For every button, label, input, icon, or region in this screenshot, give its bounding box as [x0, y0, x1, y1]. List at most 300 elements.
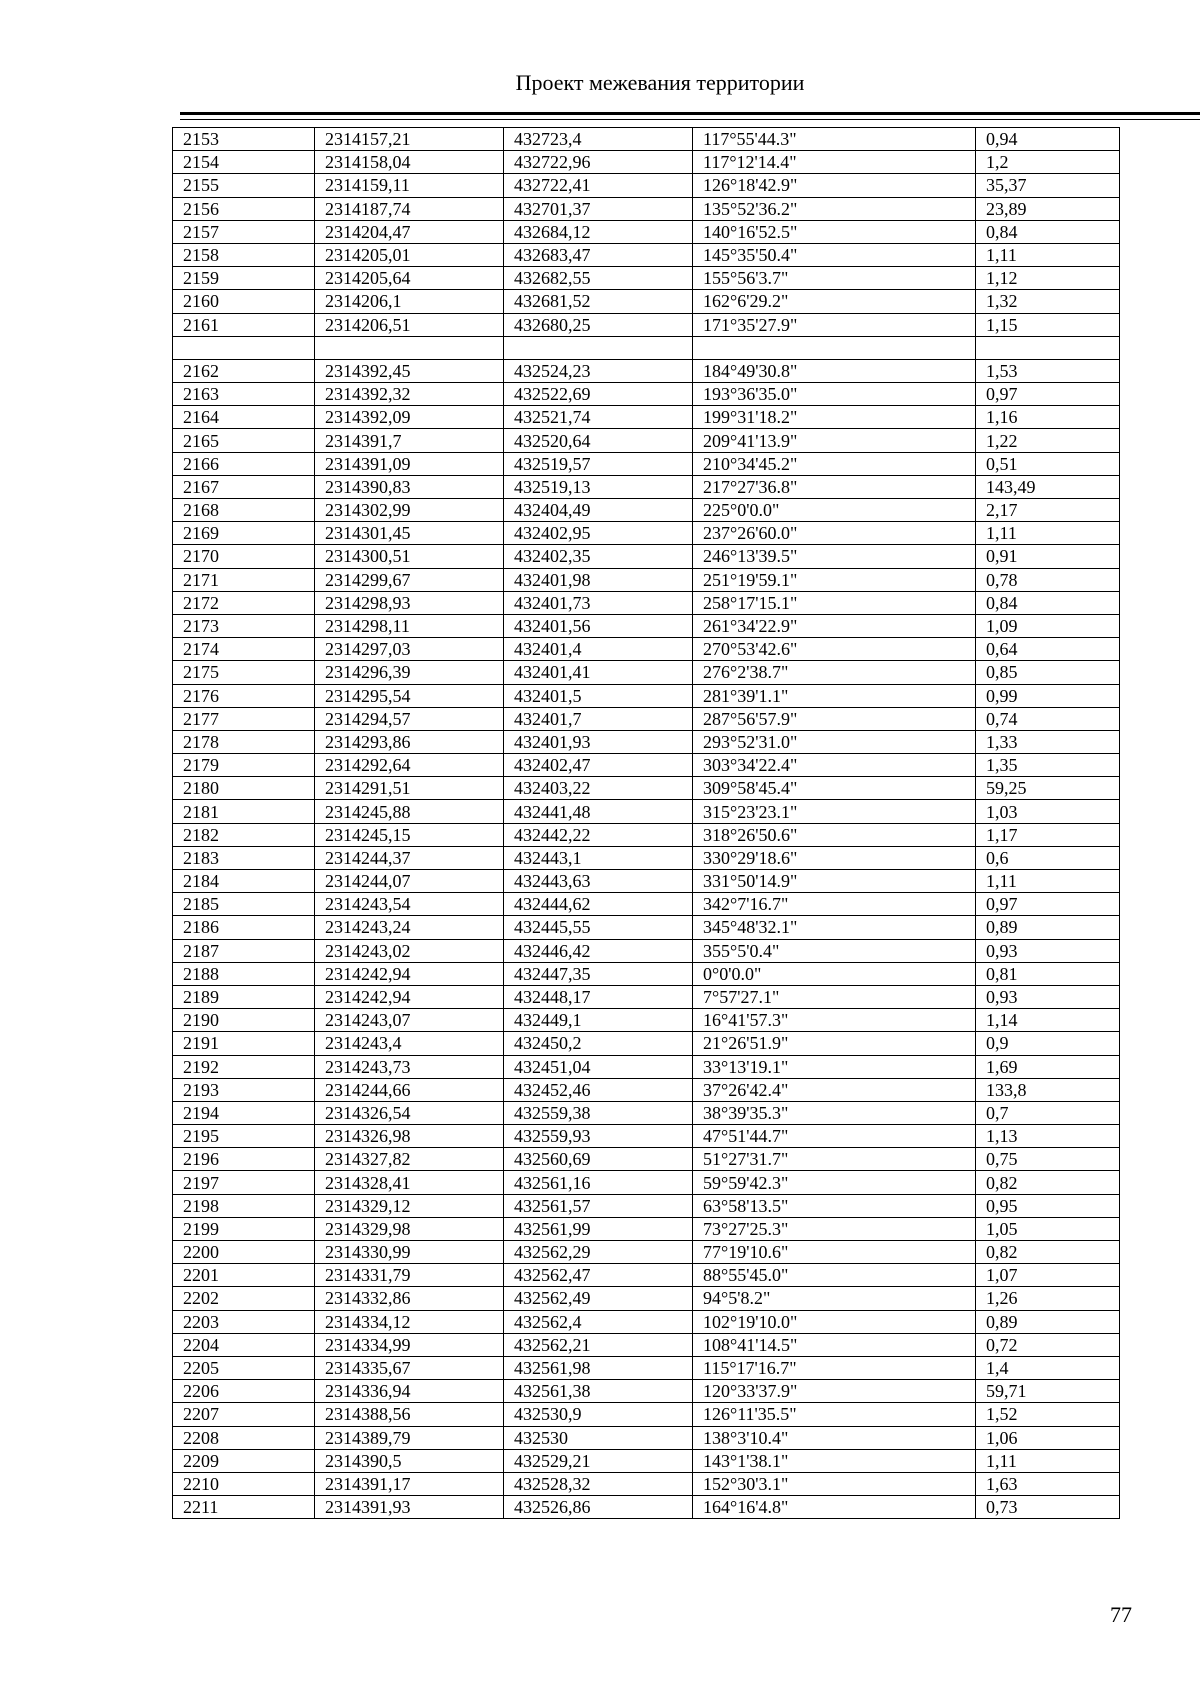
direction-angle-cell: 21°26'51.9"	[693, 1032, 976, 1055]
point-number-cell: 2165	[173, 429, 315, 452]
direction-angle-cell: 345°48'32.1"	[693, 916, 976, 939]
y-coordinate-cell: 432522,69	[504, 383, 693, 406]
x-coordinate-cell	[315, 336, 504, 359]
direction-angle-cell: 281°39'1.1"	[693, 684, 976, 707]
x-coordinate-cell: 2314335,67	[315, 1356, 504, 1379]
x-coordinate-cell: 2314329,12	[315, 1194, 504, 1217]
y-coordinate-cell: 432682,55	[504, 267, 693, 290]
table-row	[173, 591, 1120, 614]
direction-angle-cell: 63°58'13.5"	[693, 1194, 976, 1217]
distance-cell: 0,84	[976, 591, 1120, 614]
table-row	[173, 267, 1120, 290]
table-row	[173, 336, 1120, 359]
x-coordinate-cell: 2314332,86	[315, 1287, 504, 1310]
point-number-cell: 2169	[173, 522, 315, 545]
point-number-cell: 2170	[173, 545, 315, 568]
point-number-cell: 2173	[173, 614, 315, 637]
y-coordinate-cell: 432402,35	[504, 545, 693, 568]
direction-angle-cell: 210°34'45.2"	[693, 452, 976, 475]
distance-cell: 0,82	[976, 1241, 1120, 1264]
header-rule-thick	[180, 112, 1200, 115]
x-coordinate-cell: 2314392,32	[315, 383, 504, 406]
table-row	[173, 1101, 1120, 1124]
x-coordinate-cell: 2314159,11	[315, 174, 504, 197]
point-number-cell	[173, 336, 315, 359]
table-row	[173, 128, 1120, 151]
x-coordinate-cell: 2314390,5	[315, 1449, 504, 1472]
distance-cell: 0,73	[976, 1496, 1120, 1519]
table-row	[173, 1264, 1120, 1287]
direction-angle-cell: 303°34'22.4"	[693, 754, 976, 777]
y-coordinate-cell: 432401,5	[504, 684, 693, 707]
direction-angle-cell: 117°12'14.4"	[693, 151, 976, 174]
distance-cell: 0,6	[976, 846, 1120, 869]
x-coordinate-cell: 2314327,82	[315, 1148, 504, 1171]
x-coordinate-cell: 2314300,51	[315, 545, 504, 568]
y-coordinate-cell: 432519,57	[504, 452, 693, 475]
y-coordinate-cell: 432452,46	[504, 1078, 693, 1101]
point-number-cell: 2187	[173, 939, 315, 962]
point-number-cell: 2205	[173, 1356, 315, 1379]
distance-cell: 0,78	[976, 568, 1120, 591]
direction-angle-cell: 135°52'36.2"	[693, 197, 976, 220]
table-row	[173, 1333, 1120, 1356]
x-coordinate-cell: 2314187,74	[315, 197, 504, 220]
x-coordinate-cell: 2314302,99	[315, 499, 504, 522]
distance-cell	[976, 336, 1120, 359]
y-coordinate-cell	[504, 336, 693, 359]
direction-angle-cell: 164°16'4.8"	[693, 1496, 976, 1519]
y-coordinate-cell: 432401,56	[504, 614, 693, 637]
y-coordinate-cell: 432441,48	[504, 800, 693, 823]
direction-angle-cell: 331°50'14.9"	[693, 870, 976, 893]
table-row	[173, 1125, 1120, 1148]
x-coordinate-cell: 2314291,51	[315, 777, 504, 800]
distance-cell: 1,32	[976, 290, 1120, 313]
point-number-cell: 2183	[173, 846, 315, 869]
x-coordinate-cell: 2314292,64	[315, 754, 504, 777]
x-coordinate-cell: 2314205,01	[315, 243, 504, 266]
table-row	[173, 661, 1120, 684]
point-number-cell: 2161	[173, 313, 315, 336]
page-title: Проект межевания территории	[515, 70, 805, 95]
distance-cell: 0,64	[976, 638, 1120, 661]
x-coordinate-cell: 2314326,54	[315, 1101, 504, 1124]
y-coordinate-cell: 432521,74	[504, 406, 693, 429]
direction-angle-cell: 94°5'8.2"	[693, 1287, 976, 1310]
y-coordinate-cell: 432443,1	[504, 846, 693, 869]
point-number-cell: 2196	[173, 1148, 315, 1171]
point-number-cell: 2174	[173, 638, 315, 661]
y-coordinate-cell: 432447,35	[504, 962, 693, 985]
point-number-cell: 2191	[173, 1032, 315, 1055]
x-coordinate-cell: 2314298,93	[315, 591, 504, 614]
x-coordinate-cell: 2314244,37	[315, 846, 504, 869]
direction-angle-cell: 108°41'14.5"	[693, 1333, 976, 1356]
y-coordinate-cell: 432519,13	[504, 475, 693, 498]
direction-angle-cell: 37°26'42.4"	[693, 1078, 976, 1101]
y-coordinate-cell: 432443,63	[504, 870, 693, 893]
direction-angle-cell: 7°57'27.1"	[693, 985, 976, 1008]
y-coordinate-cell: 432560,69	[504, 1148, 693, 1171]
coordinates-table	[172, 127, 1120, 1519]
direction-angle-cell: 47°51'44.7"	[693, 1125, 976, 1148]
direction-angle-cell: 73°27'25.3"	[693, 1217, 976, 1240]
direction-angle-cell: 77°19'10.6"	[693, 1241, 976, 1264]
y-coordinate-cell: 432683,47	[504, 243, 693, 266]
table-row	[173, 313, 1120, 336]
y-coordinate-cell: 432526,86	[504, 1496, 693, 1519]
direction-angle-cell: 162°6'29.2"	[693, 290, 976, 313]
x-coordinate-cell: 2314204,47	[315, 220, 504, 243]
x-coordinate-cell: 2314391,93	[315, 1496, 504, 1519]
table-row	[173, 1171, 1120, 1194]
table-row	[173, 475, 1120, 498]
direction-angle-cell: 126°11'35.5"	[693, 1403, 976, 1426]
y-coordinate-cell: 432446,42	[504, 939, 693, 962]
distance-cell: 0,95	[976, 1194, 1120, 1217]
distance-cell: 1,15	[976, 313, 1120, 336]
table-row	[173, 846, 1120, 869]
table-row	[173, 174, 1120, 197]
direction-angle-cell: 120°33'37.9"	[693, 1380, 976, 1403]
point-number-cell: 2188	[173, 962, 315, 985]
y-coordinate-cell: 432401,73	[504, 591, 693, 614]
distance-cell: 0,91	[976, 545, 1120, 568]
point-number-cell: 2162	[173, 359, 315, 382]
point-number-cell: 2210	[173, 1472, 315, 1495]
y-coordinate-cell: 432401,98	[504, 568, 693, 591]
table-row	[173, 800, 1120, 823]
point-number-cell: 2158	[173, 243, 315, 266]
table-row	[173, 197, 1120, 220]
table-row	[173, 684, 1120, 707]
point-number-cell: 2167	[173, 475, 315, 498]
point-number-cell: 2192	[173, 1055, 315, 1078]
y-coordinate-cell: 432448,17	[504, 985, 693, 1008]
y-coordinate-cell: 432722,96	[504, 151, 693, 174]
x-coordinate-cell: 2314244,66	[315, 1078, 504, 1101]
direction-angle-cell: 318°26'50.6"	[693, 823, 976, 846]
point-number-cell: 2202	[173, 1287, 315, 1310]
distance-cell: 1,07	[976, 1264, 1120, 1287]
table-row	[173, 1356, 1120, 1379]
direction-angle-cell: 184°49'30.8"	[693, 359, 976, 382]
y-coordinate-cell: 432402,47	[504, 754, 693, 777]
x-coordinate-cell: 2314205,64	[315, 267, 504, 290]
distance-cell: 0,85	[976, 661, 1120, 684]
point-number-cell: 2186	[173, 916, 315, 939]
y-coordinate-cell: 432530,9	[504, 1403, 693, 1426]
distance-cell: 0,99	[976, 684, 1120, 707]
y-coordinate-cell: 432403,22	[504, 777, 693, 800]
distance-cell: 1,03	[976, 800, 1120, 823]
point-number-cell: 2154	[173, 151, 315, 174]
point-number-cell: 2168	[173, 499, 315, 522]
point-number-cell: 2160	[173, 290, 315, 313]
point-number-cell: 2180	[173, 777, 315, 800]
direction-angle-cell: 155°56'3.7"	[693, 267, 976, 290]
direction-angle-cell: 126°18'42.9"	[693, 174, 976, 197]
table-row	[173, 406, 1120, 429]
x-coordinate-cell: 2314242,94	[315, 985, 504, 1008]
distance-cell: 0,72	[976, 1333, 1120, 1356]
direction-angle-cell: 315°23'23.1"	[693, 800, 976, 823]
point-number-cell: 2185	[173, 893, 315, 916]
x-coordinate-cell: 2314243,07	[315, 1009, 504, 1032]
direction-angle-cell: 59°59'42.3"	[693, 1171, 976, 1194]
table-row	[173, 730, 1120, 753]
x-coordinate-cell: 2314297,03	[315, 638, 504, 661]
table-row	[173, 568, 1120, 591]
y-coordinate-cell: 432561,99	[504, 1217, 693, 1240]
point-number-cell: 2181	[173, 800, 315, 823]
distance-cell: 0,93	[976, 985, 1120, 1008]
table-row	[173, 1078, 1120, 1101]
y-coordinate-cell: 432562,4	[504, 1310, 693, 1333]
x-coordinate-cell: 2314331,79	[315, 1264, 504, 1287]
point-number-cell: 2157	[173, 220, 315, 243]
direction-angle-cell: 293°52'31.0"	[693, 730, 976, 753]
x-coordinate-cell: 2314295,54	[315, 684, 504, 707]
distance-cell: 35,37	[976, 174, 1120, 197]
table-row	[173, 1032, 1120, 1055]
y-coordinate-cell: 432680,25	[504, 313, 693, 336]
distance-cell: 1,33	[976, 730, 1120, 753]
y-coordinate-cell: 432404,49	[504, 499, 693, 522]
distance-cell: 1,05	[976, 1217, 1120, 1240]
x-coordinate-cell: 2314206,51	[315, 313, 504, 336]
point-number-cell: 2163	[173, 383, 315, 406]
table-row	[173, 823, 1120, 846]
distance-cell: 1,11	[976, 1449, 1120, 1472]
direction-angle-cell: 16°41'57.3"	[693, 1009, 976, 1032]
y-coordinate-cell: 432445,55	[504, 916, 693, 939]
y-coordinate-cell: 432561,98	[504, 1356, 693, 1379]
y-coordinate-cell: 432401,93	[504, 730, 693, 753]
distance-cell: 1,35	[976, 754, 1120, 777]
y-coordinate-cell: 432449,1	[504, 1009, 693, 1032]
point-number-cell: 2193	[173, 1078, 315, 1101]
y-coordinate-cell: 432530	[504, 1426, 693, 1449]
table-row	[173, 1009, 1120, 1032]
direction-angle-cell: 145°35'50.4"	[693, 243, 976, 266]
x-coordinate-cell: 2314293,86	[315, 730, 504, 753]
point-number-cell: 2190	[173, 1009, 315, 1032]
point-number-cell: 2208	[173, 1426, 315, 1449]
point-number-cell: 2176	[173, 684, 315, 707]
point-number-cell: 2156	[173, 197, 315, 220]
distance-cell: 1,14	[976, 1009, 1120, 1032]
table-row	[173, 220, 1120, 243]
y-coordinate-cell: 432681,52	[504, 290, 693, 313]
point-number-cell: 2153	[173, 128, 315, 151]
table-row	[173, 1449, 1120, 1472]
distance-cell: 0,97	[976, 893, 1120, 916]
y-coordinate-cell: 432562,21	[504, 1333, 693, 1356]
y-coordinate-cell: 432684,12	[504, 220, 693, 243]
x-coordinate-cell: 2314330,99	[315, 1241, 504, 1264]
direction-angle-cell: 270°53'42.6"	[693, 638, 976, 661]
direction-angle-cell: 140°16'52.5"	[693, 220, 976, 243]
y-coordinate-cell: 432442,22	[504, 823, 693, 846]
table-row	[173, 1496, 1120, 1519]
table-row	[173, 359, 1120, 382]
y-coordinate-cell: 432561,38	[504, 1380, 693, 1403]
point-number-cell: 2195	[173, 1125, 315, 1148]
direction-angle-cell: 199°31'18.2"	[693, 406, 976, 429]
x-coordinate-cell: 2314245,88	[315, 800, 504, 823]
direction-angle-cell: 309°58'45.4"	[693, 777, 976, 800]
table-row	[173, 754, 1120, 777]
direction-angle-cell: 117°55'44.3"	[693, 128, 976, 151]
distance-cell: 0,93	[976, 939, 1120, 962]
distance-cell: 1,11	[976, 870, 1120, 893]
table-row	[173, 1194, 1120, 1217]
distance-cell: 0,82	[976, 1171, 1120, 1194]
point-number-cell: 2155	[173, 174, 315, 197]
table-row	[173, 962, 1120, 985]
x-coordinate-cell: 2314334,12	[315, 1310, 504, 1333]
y-coordinate-cell: 432524,23	[504, 359, 693, 382]
distance-cell: 1,06	[976, 1426, 1120, 1449]
y-coordinate-cell: 432450,2	[504, 1032, 693, 1055]
direction-angle-cell: 0°0'0.0"	[693, 962, 976, 985]
direction-angle-cell: 193°36'35.0"	[693, 383, 976, 406]
direction-angle-cell: 209°41'13.9"	[693, 429, 976, 452]
x-coordinate-cell: 2314299,67	[315, 568, 504, 591]
y-coordinate-cell: 432559,93	[504, 1125, 693, 1148]
direction-angle-cell: 355°5'0.4"	[693, 939, 976, 962]
table-row	[173, 707, 1120, 730]
point-number-cell: 2184	[173, 870, 315, 893]
x-coordinate-cell: 2314243,02	[315, 939, 504, 962]
direction-angle-cell: 258°17'15.1"	[693, 591, 976, 614]
x-coordinate-cell: 2314243,54	[315, 893, 504, 916]
x-coordinate-cell: 2314388,56	[315, 1403, 504, 1426]
x-coordinate-cell: 2314389,79	[315, 1426, 504, 1449]
distance-cell: 1,12	[976, 267, 1120, 290]
x-coordinate-cell: 2314244,07	[315, 870, 504, 893]
x-coordinate-cell: 2314298,11	[315, 614, 504, 637]
distance-cell: 0,97	[976, 383, 1120, 406]
distance-cell: 2,17	[976, 499, 1120, 522]
distance-cell: 59,71	[976, 1380, 1120, 1403]
point-number-cell: 2171	[173, 568, 315, 591]
table-row	[173, 1380, 1120, 1403]
distance-cell: 143,49	[976, 475, 1120, 498]
table-row	[173, 916, 1120, 939]
table-row	[173, 522, 1120, 545]
y-coordinate-cell: 432722,41	[504, 174, 693, 197]
x-coordinate-cell: 2314243,4	[315, 1032, 504, 1055]
distance-cell: 1,4	[976, 1356, 1120, 1379]
point-number-cell: 2207	[173, 1403, 315, 1426]
point-number-cell: 2199	[173, 1217, 315, 1240]
x-coordinate-cell: 2314391,17	[315, 1472, 504, 1495]
x-coordinate-cell: 2314158,04	[315, 151, 504, 174]
direction-angle-cell: 152°30'3.1"	[693, 1472, 976, 1495]
point-number-cell: 2172	[173, 591, 315, 614]
distance-cell: 1,13	[976, 1125, 1120, 1148]
x-coordinate-cell: 2314392,09	[315, 406, 504, 429]
x-coordinate-cell: 2314328,41	[315, 1171, 504, 1194]
direction-angle-cell: 276°2'38.7"	[693, 661, 976, 684]
table-row	[173, 429, 1120, 452]
direction-angle-cell: 251°19'59.1"	[693, 568, 976, 591]
y-coordinate-cell: 432562,47	[504, 1264, 693, 1287]
direction-angle-cell: 225°0'0.0"	[693, 499, 976, 522]
coordinates-table-body	[173, 128, 1120, 1519]
x-coordinate-cell: 2314336,94	[315, 1380, 504, 1403]
table-row	[173, 985, 1120, 1008]
table-row	[173, 1426, 1120, 1449]
direction-angle-cell: 342°7'16.7"	[693, 893, 976, 916]
table-row	[173, 452, 1120, 475]
distance-cell: 1,53	[976, 359, 1120, 382]
point-number-cell: 2175	[173, 661, 315, 684]
y-coordinate-cell: 432562,49	[504, 1287, 693, 1310]
point-number-cell: 2166	[173, 452, 315, 475]
table-row	[173, 638, 1120, 661]
point-number-cell: 2179	[173, 754, 315, 777]
x-coordinate-cell: 2314391,7	[315, 429, 504, 452]
table-row	[173, 870, 1120, 893]
y-coordinate-cell: 432402,95	[504, 522, 693, 545]
y-coordinate-cell: 432529,21	[504, 1449, 693, 1472]
table-row	[173, 243, 1120, 266]
x-coordinate-cell: 2314157,21	[315, 128, 504, 151]
table-row	[173, 1148, 1120, 1171]
x-coordinate-cell: 2314296,39	[315, 661, 504, 684]
direction-angle-cell: 138°3'10.4"	[693, 1426, 976, 1449]
point-number-cell: 2182	[173, 823, 315, 846]
x-coordinate-cell: 2314301,45	[315, 522, 504, 545]
point-number-cell: 2201	[173, 1264, 315, 1287]
direction-angle-cell: 287°56'57.9"	[693, 707, 976, 730]
header-rule-thin	[180, 119, 1200, 120]
table-row	[173, 1287, 1120, 1310]
table-row	[173, 1403, 1120, 1426]
distance-cell: 0,89	[976, 916, 1120, 939]
y-coordinate-cell: 432401,41	[504, 661, 693, 684]
y-coordinate-cell: 432562,29	[504, 1241, 693, 1264]
x-coordinate-cell: 2314243,73	[315, 1055, 504, 1078]
y-coordinate-cell: 432520,64	[504, 429, 693, 452]
distance-cell: 23,89	[976, 197, 1120, 220]
point-number-cell: 2177	[173, 707, 315, 730]
distance-cell: 0,84	[976, 220, 1120, 243]
distance-cell: 0,75	[976, 1148, 1120, 1171]
direction-angle-cell: 246°13'39.5"	[693, 545, 976, 568]
x-coordinate-cell: 2314334,99	[315, 1333, 504, 1356]
y-coordinate-cell: 432401,7	[504, 707, 693, 730]
y-coordinate-cell: 432559,38	[504, 1101, 693, 1124]
distance-cell: 0,74	[976, 707, 1120, 730]
x-coordinate-cell: 2314242,94	[315, 962, 504, 985]
direction-angle-cell: 115°17'16.7"	[693, 1356, 976, 1379]
direction-angle-cell: 261°34'22.9"	[693, 614, 976, 637]
direction-angle-cell: 102°19'10.0"	[693, 1310, 976, 1333]
direction-angle-cell: 330°29'18.6"	[693, 846, 976, 869]
direction-angle-cell: 38°39'35.3"	[693, 1101, 976, 1124]
x-coordinate-cell: 2314245,15	[315, 823, 504, 846]
table-row	[173, 614, 1120, 637]
distance-cell: 133,8	[976, 1078, 1120, 1101]
point-number-cell: 2197	[173, 1171, 315, 1194]
point-number-cell: 2198	[173, 1194, 315, 1217]
distance-cell: 1,17	[976, 823, 1120, 846]
